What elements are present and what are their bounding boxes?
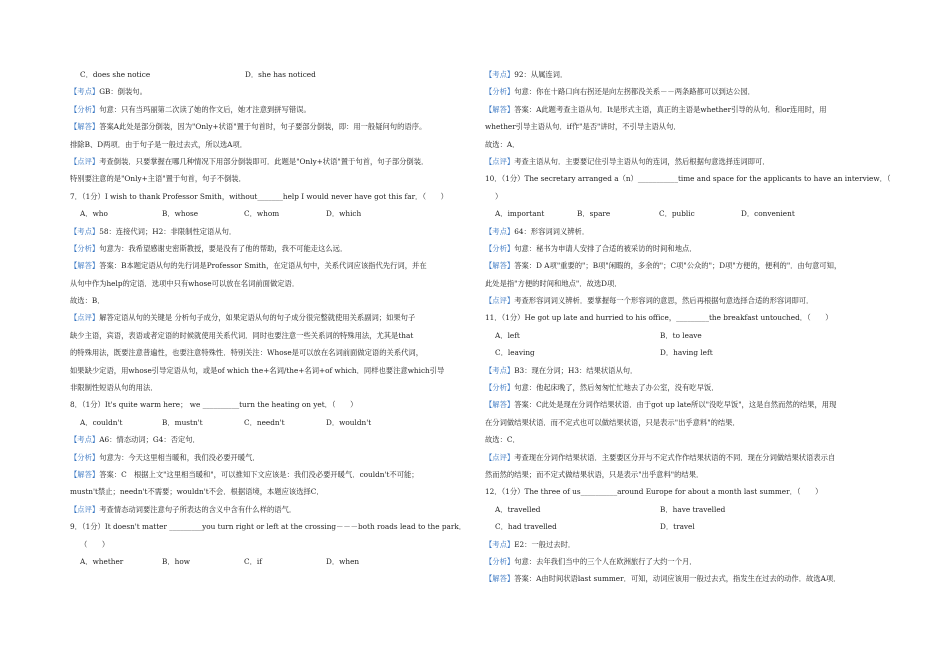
- q10-jieda: 【解答】答案：D A项"重要的"；B项"闲暇的，多余的"；C项"公众的"；D项"方便的，便利的"．由句意可知，: [485, 261, 842, 271]
- option-d: D．convenient: [741, 209, 795, 219]
- q6-jieda-cont: 排除B、D两项．由于句子是一般过去式，所以选A项．: [70, 139, 248, 149]
- q6-fenxi: 【分析】句意：只有当玛丽第二次读了她的作文后，她才注意到拼写错误。: [70, 104, 311, 114]
- option-a: A．couldn't: [80, 417, 123, 427]
- q12-options-row2: [485, 522, 895, 531]
- q9-kaodian: 【考点】92：从属连词．: [485, 70, 568, 79]
- q11-kaodian: 【考点】B3：现在分词；H3：结果状语从句．: [485, 365, 638, 375]
- q7-jieda: 【解答】答案：B本题定语从句的先行词是Professor Smith，在定语从句中，关系代词应该指代先行词，并在: [70, 261, 427, 271]
- q10-options: [485, 209, 895, 218]
- right-column: [485, 70, 895, 592]
- q11-guxuan: 故选：C．: [485, 435, 520, 445]
- option-d: D．having left: [660, 348, 713, 358]
- option-c: C．had travelled: [495, 522, 557, 532]
- q7-jieda-cont: 从句中作为help的定语．选项中只有whose可以放在名词前面做定语．: [70, 278, 300, 288]
- option-c: C．public: [659, 209, 695, 219]
- q6-options: [70, 70, 490, 79]
- q7-guxuan: 故选：B．: [70, 296, 105, 306]
- option-b: B．how: [162, 556, 190, 566]
- option-b: B．have travelled: [660, 504, 726, 514]
- q11-jieda-cont: 在分词做结果状语．而不定式也可以做结果状语，只是表示"出乎意料"的结果．: [485, 417, 740, 427]
- option-c: C．if: [244, 556, 262, 566]
- q11-dianping: 【点评】考查现在分词作结果状语．主要要区分开与不定式作作结果状语的不同．现在分词做结果状语表示自: [485, 452, 836, 462]
- q8-jieda-cont: mustn't禁止；needn't不需要；wouldn't不会．根据语境，本题应该选择C．: [70, 487, 324, 497]
- q7-dianping: 【点评】解答定语从句的关键是 分析句子成分，如果定语从句的句子成分很完整就使用关系副词；如果句子: [70, 313, 416, 323]
- q7-kaodian: 【考点】58：连接代词；H2：非限制性定语从句．: [70, 226, 237, 236]
- q9-stem-cont: （ ）: [80, 539, 110, 549]
- q10-fenxi: 【分析】句意：秘书为申请人安排了合适的被采访的时间和地点．: [485, 243, 697, 253]
- option-c: C．needn't: [244, 417, 285, 427]
- option-a: A．travelled: [495, 504, 541, 514]
- q8-dianping: 【点评】考查情态动词要注意句子所表达的含义中含有什么样的语气．: [70, 504, 297, 514]
- q11-options-row1: [485, 331, 895, 340]
- option-c: C．whom: [244, 209, 280, 219]
- q10-stem-cont: ）: [495, 191, 503, 201]
- q7-dianping-cont-4: 非限制性短语从句的用法．: [70, 383, 158, 393]
- q11-fenxi: 【分析】句意：他起床晚了，然后匆匆忙忙地去了办公室，没有吃早饭．: [485, 383, 719, 393]
- q7-stem: 7．（1分）I wish to thank Professor Smith，without_______help I would never have got this far．（ ）: [70, 191, 448, 201]
- q11-dianping-cont: 然而然的结果；而不定式做结果状语，只是表示"出乎意料"的结果．: [485, 469, 704, 479]
- option-b: B．spare: [577, 209, 611, 219]
- option-d: D．travel: [660, 522, 695, 532]
- q10-kaodian: 【考点】64：形容词词义辨析．: [485, 226, 590, 236]
- option-d: D．wouldn't: [326, 417, 372, 427]
- q12-options-row1: [485, 505, 895, 514]
- left-column: [70, 70, 490, 574]
- option-d: D．she has noticed: [245, 70, 316, 79]
- option-a: A．who: [80, 209, 108, 219]
- option-b: B．mustn't: [162, 417, 203, 427]
- q6-dianping-cont: 特别要注意的是"Only+主语"置于句首，句子不倒装．: [70, 174, 246, 184]
- q9-guxuan: 故选：A．: [485, 139, 520, 149]
- q9-jieda-cont: whether引导主语从句．if作"是否"讲时，不引导主语从句．: [485, 122, 681, 132]
- option-d: D．which: [326, 209, 362, 219]
- q9-dianping: 【点评】考查主语从句．主要要记住引导主语从句的连词，然后根据句意选择连词即可．: [485, 156, 770, 166]
- q10-dianping: 【点评】考查形容词词义辨析．要掌握每一个形容词的意思，然后再根据句意选择合适的形容词即可．: [485, 296, 814, 306]
- q10-stem: 10．（1分）The secretary arranged a（n）___________time and space for the applicants to have an interview．（: [485, 174, 891, 184]
- q12-stem: 12．（1分）The three of us__________around Europe for about a month last summer．（ ）: [485, 487, 823, 497]
- option-d: D．when: [326, 556, 360, 566]
- q9-fenxi: 【分析】句意：你在十路口向右拐还是向左拐都没关系－－两条路都可以到达公园．: [485, 87, 755, 97]
- option-a: A．left: [495, 330, 520, 340]
- option-b: B．whose: [162, 209, 199, 219]
- q7-fenxi: 【分析】句意为：我希望感谢史密斯教授，要是没有了他的帮助，我不可能走这么远．: [70, 243, 348, 253]
- q8-jieda: 【解答】答案：C 根据上文"这里相当暖和"，可以推知下文应该是：我们没必要开暖气．couldn't不可能；: [70, 469, 419, 479]
- q11-jieda: 【解答】答案：C此处是现在分词作结果状语．由于got up late所以"没吃早饭"，这是自然而然的结果，用现: [485, 400, 837, 410]
- q9-options: [70, 557, 490, 566]
- q6-jieda: 【解答】答案A此处是部分倒装，因为"Only+状语"置于句首时，句子要部分倒装，即：用一般疑问句的语序。: [70, 122, 427, 132]
- option-a: A．important: [495, 209, 545, 219]
- q7-dianping-cont-2: 的特殊用法，既要注意普遍性，也要注意特殊性．特别关注：Whose是可以放在名词前面做定语的关系代词，: [70, 348, 424, 358]
- q9-stem: 9．（1分）It doesn't matter _________you turn right or left at the crossing－－－both roads lead to the park．: [70, 522, 467, 532]
- q7-dianping-cont-3: 如果缺少定语，用whose引导定语从句，或是of which the+名词/the+名词+of which．同样也要注意which引导: [70, 365, 445, 375]
- q9-jieda: 【解答】答案：A此题考查主语从句．It是形式主语，真正的主语是whether引导的从句．和or连用时，用: [485, 104, 827, 114]
- q11-options-row2: [485, 348, 895, 357]
- q12-kaodian: 【考点】E2：一般过去时．: [485, 539, 576, 549]
- q11-stem: 11．（1分）He got up late and hurried to his office，_________the breakfast untouched．（ ）: [485, 313, 833, 323]
- q7-options: [70, 209, 490, 218]
- q7-dianping-cont-1: 缺少主语，宾语，表语或者定语的时候就使用关系代词．同时也要注意一些关系词的特殊用法，尤其是that: [70, 330, 414, 340]
- q12-fenxi: 【分析】句意：去年我们当中的三个人在欧洲旅行了大约一个月．: [485, 556, 697, 566]
- q6-dianping: 【点评】考查倒装．只要掌握在哪几种情况下用部分倒装即可．此题是"Only+状语"置于句首，句子部分倒装．: [70, 156, 429, 166]
- q8-stem: 8．（1分）It's quite warm here； we __________turn the heating on yet．（ ）: [70, 400, 358, 410]
- option-c: C．does she notice: [80, 70, 151, 79]
- option-b: B．to leave: [660, 330, 702, 340]
- option-c: C．leaving: [495, 348, 535, 358]
- q8-options: [70, 418, 490, 427]
- q8-fenxi: 【分析】句意为：今天这里相当暖和，我们没必要开暖气．: [70, 452, 260, 462]
- q6-kaodian: 【考点】GB：倒装句。: [70, 87, 147, 97]
- q12-jieda: 【解答】答案：A由时间状语last summer．可知，动词应该用一般过去式，指发生在过去的动作．故选A项．: [485, 574, 841, 584]
- q8-kaodian: 【考点】A6：情态动词；G4：否定句．: [70, 435, 200, 445]
- q10-jieda-cont: 此处是指"方便的时间和地点"．故选D项．: [485, 278, 622, 288]
- option-a: A．whether: [80, 556, 124, 566]
